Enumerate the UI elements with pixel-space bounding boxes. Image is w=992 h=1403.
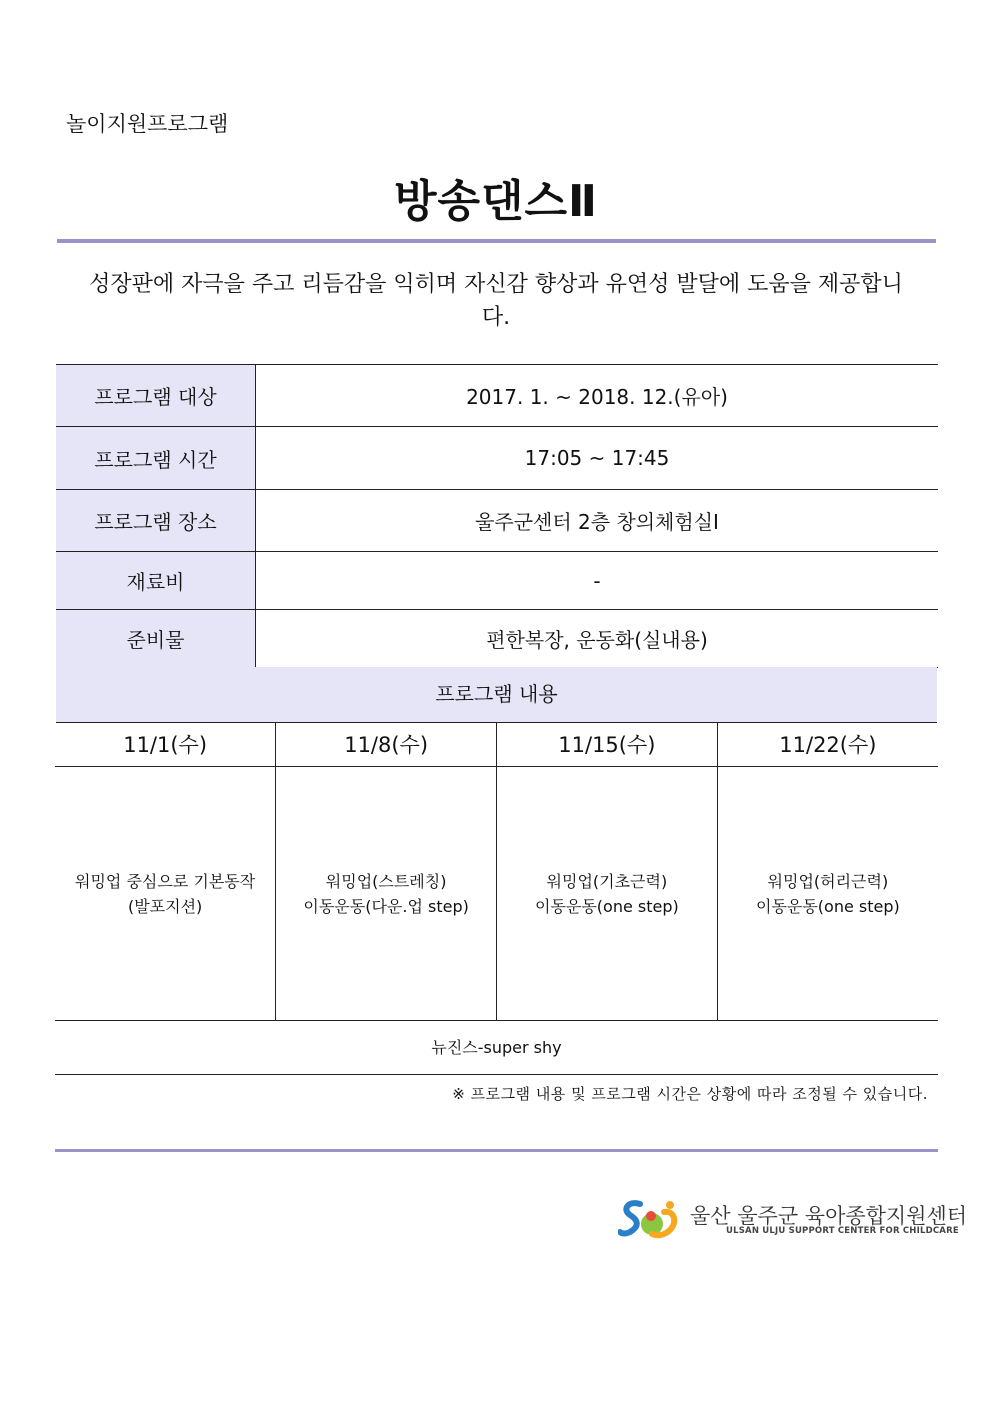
info-value: 편한복장, 운동화(실내용)	[256, 610, 939, 668]
logo-name-korean: 울산 울주군 육아종합지원센터	[690, 1204, 968, 1228]
content-section-header: 프로그램 내용	[56, 667, 937, 723]
session-activity	[55, 767, 276, 1021]
session-activity	[276, 767, 497, 1021]
session-date: 11/22(수)	[717, 722, 938, 767]
activity-line: 이동운동(one step)	[755, 896, 900, 916]
song-title: 뉴진스-super shy	[55, 1022, 938, 1075]
info-label: 재료비	[56, 552, 256, 610]
schedule-change-note: ※ 프로그램 내용 및 프로그램 시간은 상황에 따라 조정될 수 있습니다.	[452, 1085, 928, 1103]
activity-line: 워밍업(기초근력)	[546, 871, 668, 891]
activity-line: 워밍업(스트레칭)	[325, 871, 447, 891]
info-label: 프로그램 대상	[56, 365, 256, 427]
info-value: -	[256, 552, 939, 610]
program-category: 놀이지원프로그램	[66, 112, 229, 136]
activity-line: 워밍업 중심으로 기본동작	[75, 871, 256, 891]
bottom-divider	[55, 1149, 938, 1152]
schedule-table	[55, 722, 938, 1021]
info-label: 프로그램 장소	[56, 490, 256, 552]
logo-name-english: ULSAN ULJU SUPPORT CENTER FOR CHILDCARE	[726, 1226, 959, 1236]
session-activity	[497, 767, 718, 1021]
top-divider	[57, 239, 936, 243]
schedule-activity-row	[55, 767, 938, 1021]
info-value: 17:05 ~ 17:45	[256, 427, 939, 490]
activity-line: 이동운동(다운.업 step)	[303, 896, 469, 916]
info-label: 준비물	[56, 610, 256, 668]
center-logo	[618, 1196, 968, 1244]
info-row-fee	[56, 552, 938, 610]
info-row-target	[56, 365, 938, 427]
activity-line: 워밍업(허리근력)	[767, 871, 889, 891]
activity-line: 이동운동(one step)	[534, 896, 679, 916]
center-logo-mark-icon	[618, 1196, 684, 1242]
session-date: 11/15(수)	[497, 722, 718, 767]
info-label: 프로그램 시간	[56, 427, 256, 490]
info-row-time	[56, 427, 938, 490]
program-info-table	[56, 364, 938, 668]
info-row-supplies	[56, 610, 938, 668]
session-date: 11/1(수)	[55, 722, 276, 767]
session-date: 11/8(수)	[276, 722, 497, 767]
program-description: 성장판에 자극을 주고 리듬감을 익히며 자신감 향상과 유연성 발달에 도움을 제공합니다.	[89, 272, 903, 330]
session-activity	[717, 767, 938, 1021]
schedule-date-row	[55, 722, 938, 767]
info-value: 울주군센터 2층 창의체험실Ⅰ	[256, 490, 939, 552]
info-row-place	[56, 490, 938, 552]
info-value: 2017. 1. ~ 2018. 12.(유아)	[256, 365, 939, 427]
page-title: 방송댄스Ⅱ	[394, 176, 598, 227]
activity-line: (발포지션)	[127, 896, 203, 916]
